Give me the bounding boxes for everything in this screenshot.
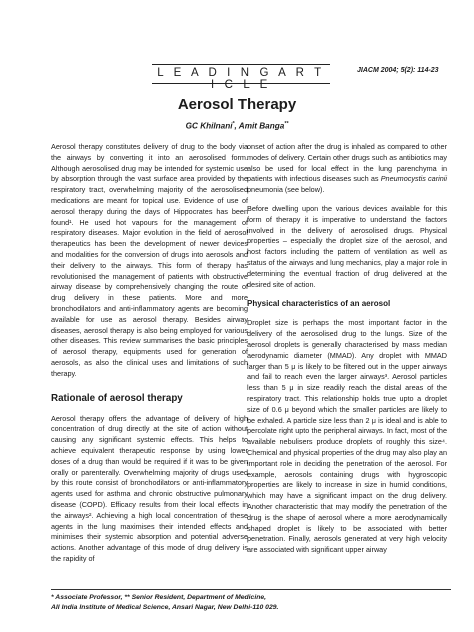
section-label: L E A D I N G A R T I C L E xyxy=(157,67,325,91)
left-column xyxy=(51,142,248,565)
intro-paragraph: Aerosol therapy constitutes delivery of drug to the body via the airways by converting it into an aerosolised form. Although aerosolised drug may be intended for systemic use by absorption through the vast surface area provided by the respiratory tract, overwhelming majority of the aerosolised medications are meant for topical use. Evidence of use of aerosol therapy during the days of Hippocrates has been found¹. He used hot vapours for the management of respiratory diseases. Major evolution in the field of aerosol therapeutics has been the development of newer devices and modalities for the conversion of drugs into aerosols and their delivery to the airways. This form of therapy has revolutionised the management of patients with obstructive airway disease by comprehensively changing the route of drug delivery in these patients. More and more bronchodilators and anti-inflammatory agents are becoming available for use as aerosol therapy. Besides airway diseases, aerosol therapy is also being employed for various other diseases. This review summarises the basic principles of aerosol therapy, equipments used for generation of aerosols, as also the clinical uses and limitations of such therapy. xyxy=(51,142,248,378)
author-1-mark: * xyxy=(232,121,235,127)
rationale-paragraph: Aerosol therapy offers the advantage of delivery of high concentration of drug directly at the site of action without causing any significant systemic effects. This helps to achieve equivalent therapeutic response by using lower doses of a drug than would be required if it was to be given orally or parenterally. Overwhelming majority of drugs used by this route consist of bronchodilators or anti-inflammatory agents used for asthma and chronic obstructive pulmonary disease (COPD). Efficacy results from their local effects in the airways². Achieving a high local concentration of these agents in the lung maximises their intended effects and minimises their systemic absorption and potential adverse actions. Another advantage of this mode of drug delivery is the rapidity of xyxy=(51,413,248,563)
journal-citation: JIACM 2004; 5(2): 114-23 xyxy=(357,67,439,74)
droplet-paragraph: Droplet size is perhaps the most important factor in the delivery of the aerosolised drug to the lungs. Size of the aerosol droplets is generally characterised by mass median aerodynamic diameter (MMAD). Any droplet with MMAD larger than 5 μ is likely to be filtered out in the upper airways and fail to reach even the larger airways³. Aerosol particles less than 5 μ in size readily reach the distal areas of the respiratory tract. This relationship holds true upto a droplet size of 0.6 μ beyond which the smaller particles are likely to be exhaled. A particle size less than 2 μ is ideal and is able to percolate right upto the peripheral airways. In fact, most of the available nebulisers produce droplets of roughly this size⁴. Chemical and physical properties of the drug may also play an important role in deciding the penetration of the aerosol. For example, aerosols containing drugs with hygroscopic properties are likely to increase in size in humid conditions, which may have a significant impact on the drug delivery. Another characteristic that may modify the penetration of the drug is the shape of aerosol where a more aerodynamically shaped droplet is likely to be associated with better penetration. Finally, aerosols generated at very high velocity are associated with significant upper airway xyxy=(247,318,447,555)
continuation-text-end: pneumonia (see below). xyxy=(247,185,325,195)
organism-name: Pneumocystis carinii xyxy=(380,174,447,184)
footnote-line-2: All India Institute of Medical Science, Ansari Nagar, New Delhi-110 029. xyxy=(51,604,279,611)
author-1: GC Khilnani xyxy=(185,121,233,131)
author-2-mark: ** xyxy=(284,121,289,127)
article-title: Aerosol Therapy xyxy=(177,96,297,113)
continuation-paragraph xyxy=(247,142,447,196)
section-label-box xyxy=(152,64,330,91)
section-heading-rationale: Rationale of aerosol therapy xyxy=(51,392,183,404)
right-column xyxy=(247,142,447,556)
continuation-text: onset of action after the drug is inhaled as compared to other modes of delivery. Certain other drugs such as antibiotics may also be used for local effect in the lung parenchyma in patients with infectious diseases such as xyxy=(247,142,447,184)
section-heading-physical: Physical characteristics of an aerosol xyxy=(247,299,391,309)
footnote-line-1: * Associate Professor, ** Senior Resident, Department of Medicine, xyxy=(51,594,267,601)
author-separator: , xyxy=(234,121,239,131)
affiliation-footnote xyxy=(51,593,278,613)
footer-divider xyxy=(51,589,451,590)
author-line xyxy=(0,121,474,131)
author-2: Amit Banga xyxy=(238,121,285,131)
factors-paragraph: Before dwelling upon the various devices available for this form of therapy it is imperative to understand the factors involved in the delivery of aerosolised drugs. Physical properties – especially the droplet size of the aerosol, and host factors including the pattern of ventilation as well as status of the airways and lung mechanics, play a major role in determining the eventual fraction of drug delivered at the desired site of action. xyxy=(247,203,447,289)
